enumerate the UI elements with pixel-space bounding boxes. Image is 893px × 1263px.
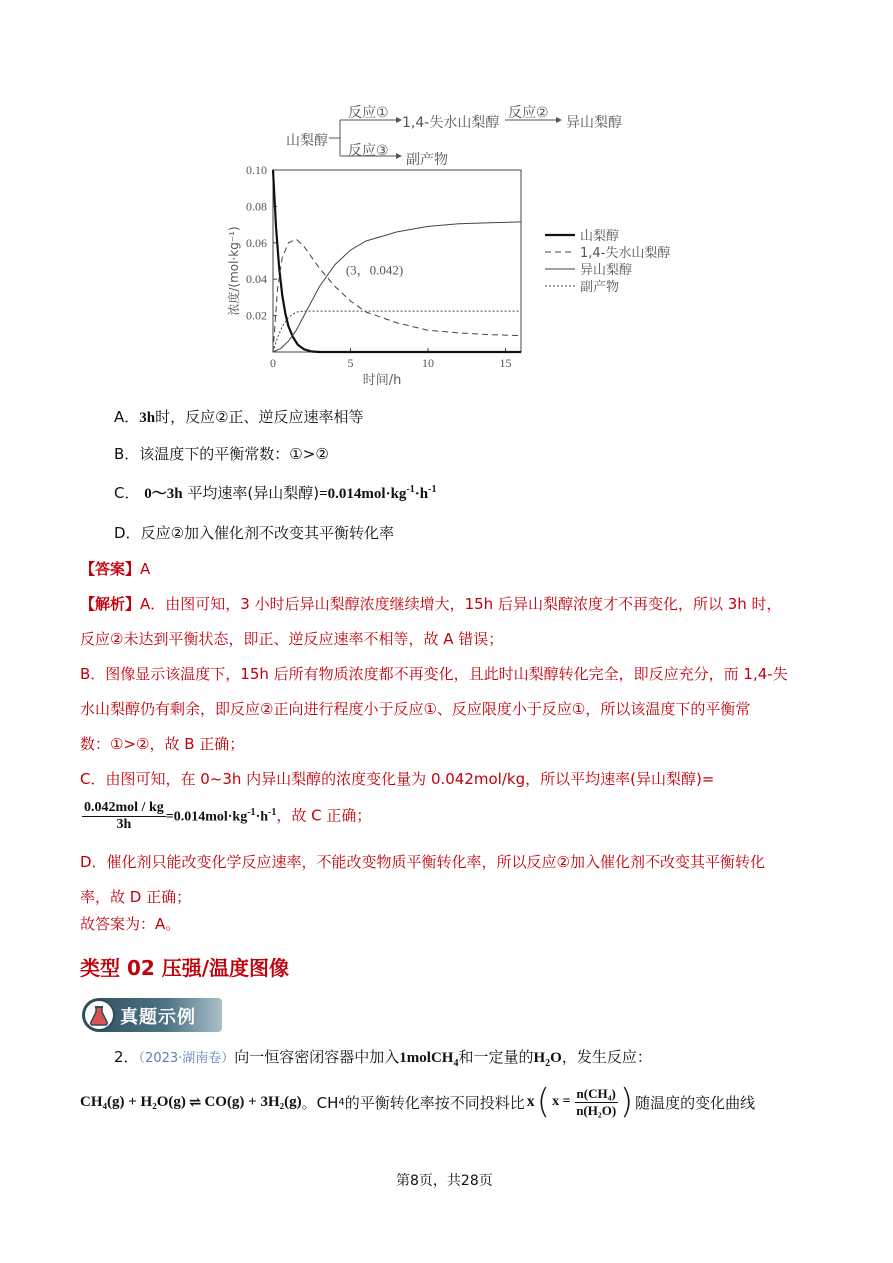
option-c-letter: C． [114, 484, 140, 502]
ratio-fraction [575, 1086, 618, 1119]
y-tick-label: 0.02 [246, 308, 267, 323]
legend-label-3: 异山梨醇 [580, 263, 633, 278]
option-b-text: 该温度下的平衡常数：①>② [139, 445, 329, 463]
question2-amount-sub: 4 [453, 1058, 459, 1069]
question2-line2 [80, 1080, 755, 1124]
option-d-letter: D． [114, 524, 141, 542]
legend-label-4: 副产物 [580, 280, 620, 295]
option-c-mid: ·h [414, 486, 429, 502]
plot-frame [273, 170, 521, 352]
scheme-reaction1: 反应① [348, 105, 389, 121]
answer-label: 【答案】 [80, 560, 141, 578]
option-c-range: 0～3h [144, 486, 183, 502]
paren-right: ) [619, 1082, 634, 1122]
scheme-byproduct: 副产物 [406, 152, 448, 168]
y-axis-label: 浓度/(mol·kg⁻¹) [227, 226, 241, 316]
analysis-b-line2: 水山梨醇仍有剩余，即反应②正向进行程度小于反应①、反应限度小于反应①，所以该温度下的平衡常 [80, 700, 751, 718]
equilibrium-arrow-icon: ⇌ [188, 1094, 202, 1111]
ratio-denominator: n(H₂O) [576, 1102, 617, 1118]
option-a-time: 3h [139, 410, 156, 426]
analysis-a-line1 [80, 593, 782, 614]
question2-line1 [114, 1046, 652, 1069]
series-line-4 [273, 311, 521, 352]
scheme-arrows [0, 0, 893, 170]
question2-amount: 1molCH [399, 1050, 454, 1066]
question2-water: H [533, 1050, 546, 1066]
series-line-1 [273, 170, 521, 352]
question2-text4-sub: 4 [338, 1096, 345, 1108]
scheme-product2: 异山梨醇 [566, 115, 622, 131]
question2-text4: 。CH [301, 1093, 339, 1112]
x-axis-label: 时间/h [362, 373, 402, 388]
analysis-c-end: ，故 C 正确； [276, 806, 372, 825]
question2-number: 2． [114, 1048, 139, 1066]
x-tick-label: 5 [347, 356, 354, 370]
answer [80, 558, 150, 579]
analysis-b-line3: 数：①>②，故 B 正确； [80, 735, 245, 753]
analysis-c-exp1: -1 [247, 806, 256, 818]
legend-label-2: 1,4-失水山梨醇 [580, 246, 671, 261]
scheme-product1: 1,4-失水山梨醇 [402, 115, 500, 131]
equation-right: CO(g) + 3H₂(g) [204, 1093, 302, 1110]
option-b [114, 443, 329, 464]
option-c-exp1: -1 [406, 484, 415, 495]
option-c-exp2: -1 [428, 484, 437, 495]
badge-label: 真题示例 [120, 1007, 196, 1028]
x-tick-label: 10 [422, 356, 434, 370]
ratio-x-eq: x = [552, 1094, 571, 1109]
page-footer: 第8页，共28页 [396, 1173, 493, 1189]
reaction-scheme [0, 0, 893, 170]
analysis-d-line1: D．催化剂只能改变化学反应速率，不能改变物质平衡转化率，所以反应②加入催化剂不改变其平衡转化 [80, 853, 766, 871]
analysis-c-exp2: -1 [268, 806, 277, 818]
question2-source: （2023·湖南卷） [138, 1051, 235, 1066]
equation-left: CH₄(g) + H₂O(g) [80, 1093, 186, 1110]
analysis-c-mid: ·h [255, 809, 269, 825]
series-line-3 [273, 222, 521, 352]
fraction-numerator: 0.042mol / kg [84, 800, 164, 815]
question2-text3: ，发生反应： [561, 1048, 652, 1066]
ratio-x-inner: x [552, 1094, 560, 1109]
option-c-text: 平均速率(异山梨醇) [187, 484, 320, 502]
analysis-a-text1: A．由图可知，3 小时后异山梨醇浓度继续增大，15h 后异山梨醇浓度才不再变化，所以 3h 时， [140, 595, 782, 613]
y-tick-label: 0.04 [246, 272, 267, 287]
concentration-chart [0, 160, 893, 395]
question2-text6: 随温度的变化曲线 [635, 1093, 756, 1112]
analysis-c-line1: C．由图可知，在 0~3h 内异山梨醇的浓度变化量为 0.042mol/kg，所以平均速率(异山梨醇)= [80, 770, 715, 788]
option-d-text: 反应②加入催化剂不改变其平衡转化率 [140, 524, 395, 542]
section-heading: 类型 02 压强/温度图像 [80, 956, 290, 980]
analysis-c-formula [82, 800, 371, 833]
option-a [114, 406, 364, 427]
analysis-a-line2: 反应②未达到平衡状态，即正、逆反应速率不相等，故 A 错误； [80, 630, 504, 648]
y-tick-label: 0.08 [246, 199, 267, 214]
analysis-c-result: =0.014mol·kg [165, 809, 248, 825]
y-tick-label: 0.06 [246, 235, 267, 250]
question2-text1: 向一恒容密闭容器中加入 [234, 1048, 400, 1066]
option-a-letter: A． [114, 408, 140, 426]
legend-label-1: 山梨醇 [580, 229, 620, 244]
analysis-c-fraction [82, 800, 166, 833]
flask-icon [83, 999, 115, 1031]
question2-text5: 的平衡转化率按不同投料比 [344, 1093, 525, 1112]
y-tick-label: 0.10 [246, 163, 267, 177]
question2-water-o: O [550, 1050, 562, 1066]
option-b-letter: B． [114, 445, 140, 463]
analysis-d-line2: 率，故 D 正确； [80, 888, 192, 906]
x-tick-label: 0 [270, 356, 276, 370]
annotation-label: (3，0.042) [345, 262, 404, 278]
option-a-text: 时，反应②正、逆反应速率相等 [155, 408, 364, 426]
x-tick-label: 15 [499, 356, 512, 370]
ratio-variable: x [526, 1093, 535, 1110]
ratio-numerator: n(CH₄) [576, 1085, 616, 1101]
analysis-conclusion: 故答案为：A。 [80, 915, 181, 933]
paren-left: ( [536, 1082, 551, 1122]
option-c-value: =0.014mol·kg [319, 486, 407, 502]
analysis-b-line1: B．图像显示该温度下，15h 后所有物质浓度都不再变化，且此时山梨醇转化完全，即反应充分，而 1,4-失 [80, 665, 788, 683]
scheme-reactant: 山梨醇 [286, 133, 328, 149]
fraction-denominator: 3h [116, 817, 132, 832]
series-line-2 [273, 239, 521, 352]
question2-water-sub: 2 [545, 1058, 551, 1069]
question2-text2: 和一定量的 [458, 1048, 534, 1066]
option-c [114, 482, 436, 503]
analysis-label: 【解析】 [80, 595, 141, 613]
scheme-reaction3: 反应③ [348, 143, 389, 159]
option-d [114, 522, 394, 543]
scheme-reaction2: 反应② [508, 105, 549, 121]
answer-value: A [140, 560, 151, 578]
